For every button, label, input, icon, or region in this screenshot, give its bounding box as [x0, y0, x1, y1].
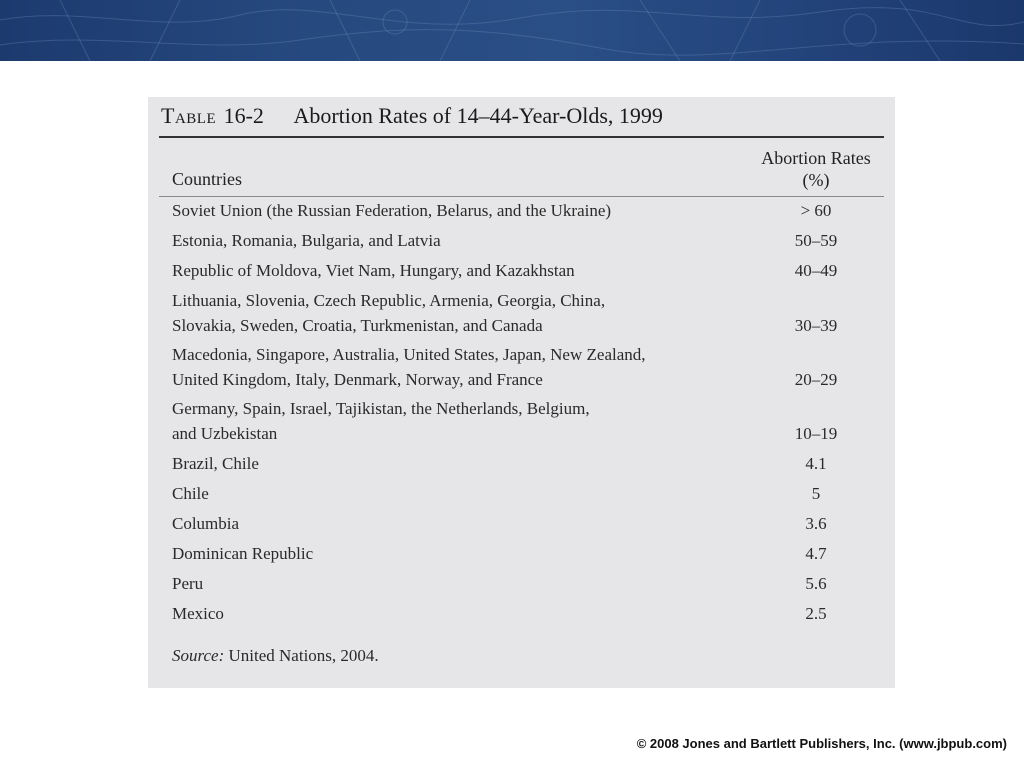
row-country-line2: Slovakia, Sweden, Croatia, Turkmenistan, and Canada — [172, 316, 543, 335]
row-country-line1: Macedonia, Singapore, Australia, United States, Japan, New Zealand, — [172, 345, 646, 364]
table-title — [161, 103, 663, 129]
row-rate: 10–19 — [794, 424, 838, 443]
row-country — [172, 288, 732, 338]
row-country-line2: and Uzbekistan — [172, 424, 278, 443]
row-rate: 5 — [811, 484, 821, 503]
map-texture-decoration — [0, 0, 1024, 61]
source-text: United Nations, 2004. — [228, 646, 379, 665]
row-country: Peru — [172, 574, 204, 593]
row-rate: 30–39 — [794, 316, 838, 335]
row-rate: 5.6 — [805, 574, 827, 593]
row-country: Soviet Union (the Russian Federation, Belarus, and the Ukraine) — [172, 201, 612, 220]
row-country: Republic of Moldova, Viet Nam, Hungary, and Kazakhstan — [172, 261, 575, 280]
table-top-rule — [159, 136, 884, 138]
row-country — [172, 396, 732, 446]
row-rate: 40–49 — [794, 261, 838, 280]
row-rate: 2.5 — [805, 604, 827, 623]
header-rule — [159, 196, 884, 197]
table-label-word: Table — [161, 103, 217, 128]
table-title-text: Abortion Rates of 14–44-Year-Olds, 1999 — [293, 103, 663, 128]
row-country: Chile — [172, 484, 209, 503]
source-label: Source: — [172, 646, 225, 665]
table-source — [172, 646, 379, 666]
row-country-line1: Lithuania, Slovenia, Czech Republic, Armenia, Georgia, China, — [172, 291, 606, 310]
row-country: Brazil, Chile — [172, 454, 259, 473]
table-panel — [148, 97, 895, 688]
column-header-rate-line1: Abortion Rates — [761, 148, 871, 168]
row-country: Estonia, Romania, Bulgaria, and Latvia — [172, 231, 441, 250]
row-rate: 4.7 — [805, 544, 827, 563]
row-country — [172, 342, 732, 392]
row-country: Mexico — [172, 604, 224, 623]
row-rate: 4.1 — [805, 454, 827, 473]
table-label-number: 16-2 — [223, 103, 264, 128]
row-country-line1: Germany, Spain, Israel, Tajikistan, the Netherlands, Belgium, — [172, 399, 590, 418]
row-country: Columbia — [172, 514, 240, 533]
row-rate: 50–59 — [794, 231, 838, 250]
row-rate: > 60 — [800, 201, 832, 220]
row-country: Dominican Republic — [172, 544, 314, 563]
copyright-notice: © 2008 Jones and Bartlett Publishers, Inc. (www.jbpub.com) — [636, 736, 1007, 751]
row-rate: 3.6 — [805, 514, 827, 533]
header-banner — [0, 0, 1024, 61]
column-header-abortion-rates — [746, 147, 886, 191]
column-header-rate-line2: (%) — [802, 170, 830, 190]
row-country-line2: United Kingdom, Italy, Denmark, Norway, and France — [172, 370, 543, 389]
row-rate: 20–29 — [794, 370, 838, 389]
column-header-countries: Countries — [172, 169, 242, 189]
